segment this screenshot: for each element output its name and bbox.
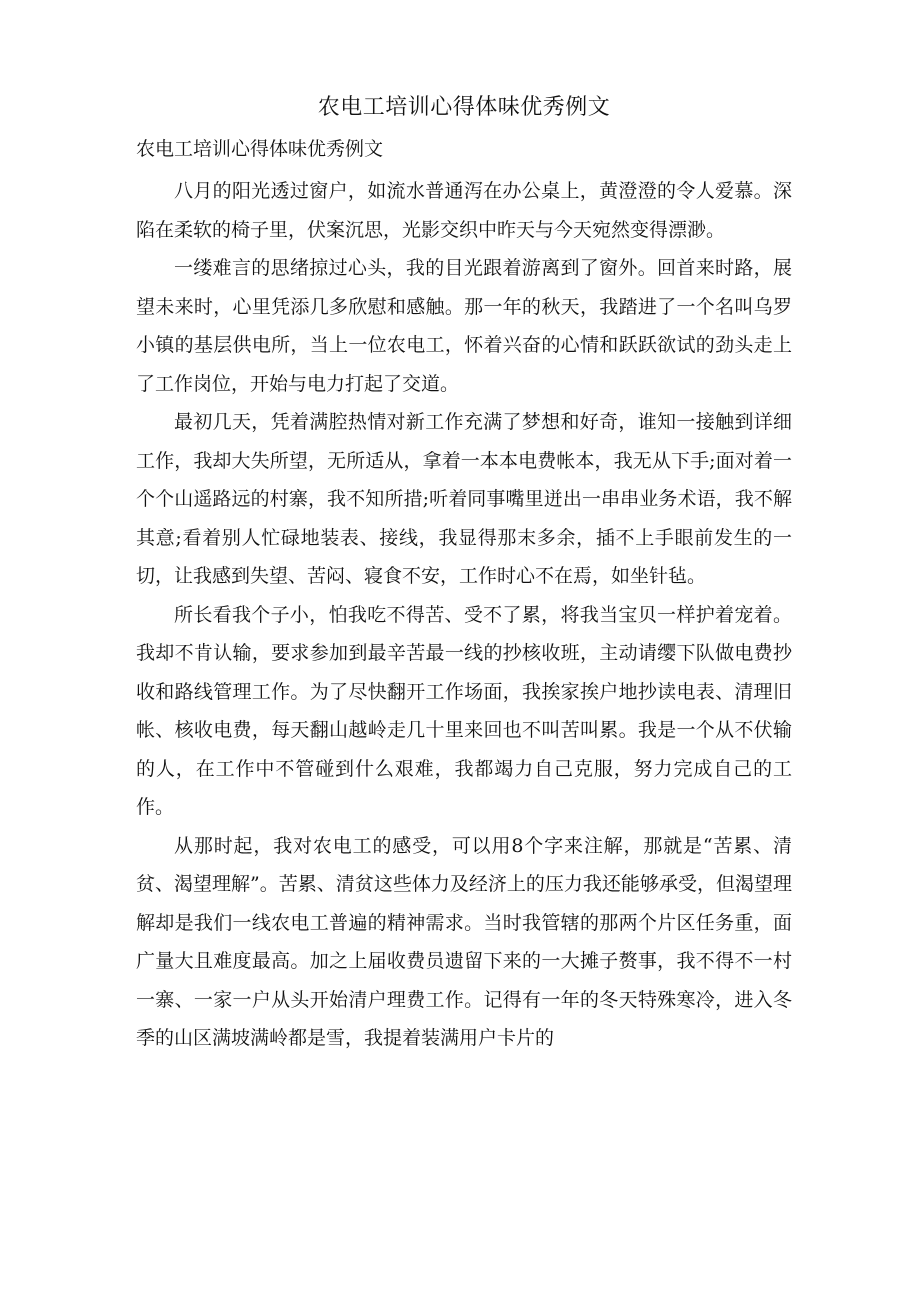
- paragraph-3: 最初几天，凭着满腔热情对新工作充满了梦想和好奇，谁知一接触到详细工作，我却大失所望，无所适从，拿着一本本电费帐本，我无从下手;面对着一个个山遥路远的村寨，我不知所措;听着同事嘴里迸出一串串业务术语，我不解其意;看着别人忙碌地装表、接线，我显得那末多余，插不上手眼前发生的一切，让我感到失望、苦闷、寝食不安，工作时心不在焉，如坐针毡。: [136, 411, 792, 587]
- paragraph-1: 八月的阳光透过窗户，如流水普通泻在办公桌上，黄澄澄的令人爱慕。深陷在柔软的椅子里，伏案沉思，光影交织中昨天与今天宛然变得漂渺。: [136, 180, 792, 241]
- paragraph-5: 从那时起，我对农电工的感受，可以用8个字来注解，那就是“苦累、清贫、渴望理解”。苦累、清贫这些体力及经济上的压力我还能够承受，但渴望理解却是我们一线农电工普遍的精神需求。当时我管辖的那两个片区任务重，面广量大且难度最高。加之上届收费员遗留下来的一大摊子赘事，我不得不一村一寨、一家一户从头开始清户理费工作。记得有一年的冬天特殊寒冷，进入冬季的山区满坡满岭都是雪，我提着装满用户卡片的: [136, 834, 792, 1049]
- paragraph-2: 一缕难言的思绪掠过心头，我的目光跟着游离到了窗外。回首来时路，展望未来时，心里凭添几多欣慰和感触。那一年的秋天，我踏进了一个名叫乌罗小镇的基层供电所，当上一位农电工，怀着兴奋的心情和跃跃欲试的劲头走上了工作岗位，开始与电力打起了交道。: [136, 257, 792, 395]
- page-title: 农电工培训心得体味优秀例文: [317, 95, 611, 120]
- document-subtitle: 农电工培训心得体味优秀例文: [136, 138, 384, 160]
- paragraph-4: 所长看我个子小，怕我吃不得苦、受不了累，将我当宝贝一样护着宠着。我却不肯认输，要求参加到最辛苦最一线的抄核收班，主动请缨下队做电费抄收和路线管理工作。为了尽快翻开工作场面，我挨家挨户地抄读电表、清理旧帐、核收电费，每天翻山越岭走几十里来回也不叫苦叫累。我是一个从不伏输的人，在工作中不管碰到什么艰难，我都竭力自己克服，努力完成自己的工作。: [136, 603, 792, 818]
